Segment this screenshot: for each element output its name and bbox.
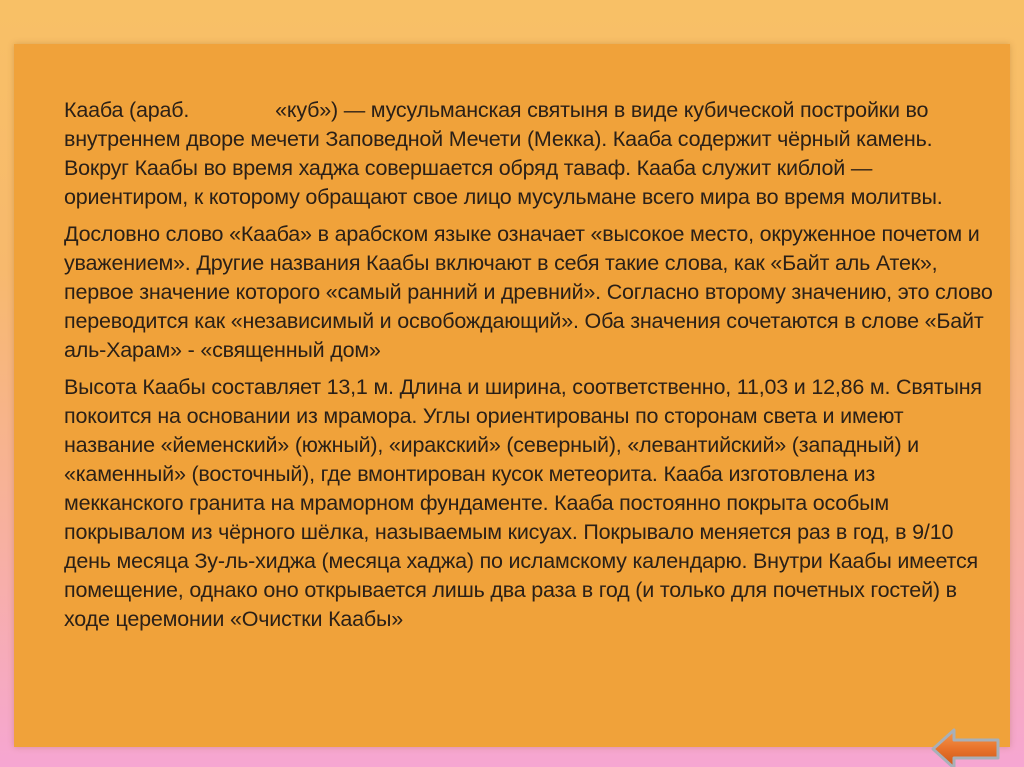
paragraph-definition-rest: «куб») — мусульманская святыня в виде кубической постройки во внутреннем дворе мечети Заповедной Мечети (Мекка). Кааба содержит чёрный камень. Вокруг Каабы во время хаджа совершается обряд таваф. Кааба служит киблой — ориентиром, к которому обращают свое лицо мусульмане всего мира во время молитвы. bbox=[64, 98, 943, 209]
article-text bbox=[64, 96, 999, 642]
paragraph-definition bbox=[64, 96, 999, 212]
paragraph-etymology: Дословно слово «Кааба» в арабском языке означает «высокое место, окруженное почетом и уважением». Другие названия Каабы включают в себя такие слова, как «Байт аль Атек», первое значение которого «самый ранний и древний». Согласно второму значению, это слово переводится как «независимый и освобождающий». Оба значения сочетаются в слове «Байт аль-Харам» - «священный дом» bbox=[64, 222, 993, 362]
slide-content-panel bbox=[14, 44, 1010, 747]
left-arrow-icon bbox=[930, 727, 1002, 767]
paragraph-dimensions: Высота Каабы составляет 13,1 м. Длина и ширина, соответственно, 11,03 и 12,86 м. Святыня покоится на основании из мрамора. Углы ориентированы по сторонам света и имеют название «йеменский» (южный), «иракский» (северный), «левантийский» (западный) и «каменный» (восточный), где вмонтирован кусок метеорита. Кааба изготовлена из мекканского гранита на мраморном фундаменте. Кааба постоянно покрыта особым покрывалом из чёрного шёлка, называемым кисуах. Покрывало меняется раз в год, в 9/10 день месяца Зу-ль-хиджа (месяца хаджа) по исламскому календарю. Внутри Каабы имеется помещение, однако оно открывается лишь два раза в год (и только для почетных гостей) в ходе церемонии «Очистки Каабы» bbox=[64, 375, 982, 631]
paragraph-definition-lead: Кааба (араб. bbox=[64, 98, 190, 122]
back-button[interactable] bbox=[930, 727, 1002, 767]
